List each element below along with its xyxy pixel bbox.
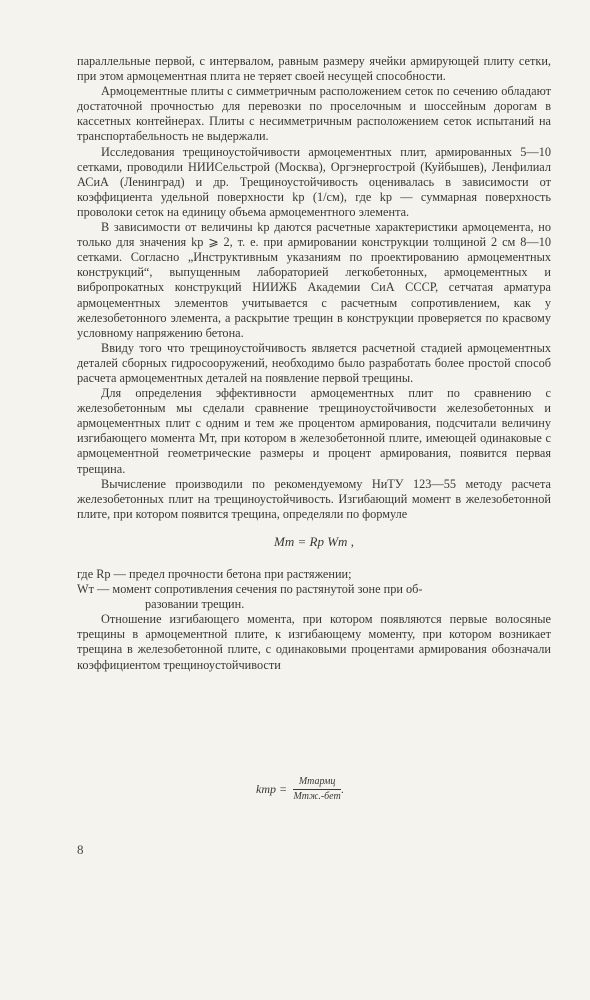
definition-wt: Wт — момент сопротивления сечения по растянутой зоне при об- [77, 582, 423, 597]
formula-numerator: Мтармц [298, 776, 336, 787]
paragraph-comparison: Для определения эффективности армоцементных плит по сравнению с железобетонным мы сделали сравнение трещиноустойчивости железобетонных и армоцементных плит с одним и тем же процентом армирования, подсчитали величину изгибающего момента Мт, при котором в железобетонной плите, имеющей одинаковые с армоцементной геометрические размеры и процент армирования, появится первая трещина. [77, 386, 551, 476]
paragraph-characteristics: В зависимости от величины kр даются расчетные характеристики армоцемента, но только для значения kр ⩾ 2, т. е. при армировании конструкции толщиной 2 см 8—10 сетками. Согласно „Инструктивным указаниям по проектированию армоцементных конструкций“, выпущенным лабораторией легкобетонных, армоцементных и вибропрокатных конструкций НИИЖБ Академии СиА СССР, сетчатая арматура армоцементных элементов учитывается с расчетным сопротивлением, как у железобетонного элемента, а раскрытие трещин в конструкции проверяется по красвому условному напряжению бетона. [77, 220, 551, 340]
fraction-bar [293, 789, 341, 790]
formula-lhs: kтр = [256, 782, 288, 796]
formula-moment: Мт = Rр Wт , [274, 533, 354, 549]
body-text [77, 54, 551, 673]
paragraph-ratio: Отношение изгибающего момента, при котором появляются первые волосяные трещины в армоцементной плите, к изгибающему моменту, при котором возникает трещина в железобетонной плите, с одинаковыми процентами армирования обозначали коэффициентом трещиноустойчивости [77, 612, 551, 672]
formula-fraction [293, 776, 341, 803]
paragraph-transport: Армоцементные плиты с симметричным расположением сеток по сечению обладают достаточной прочностью для перевозки по проселочным и шоссейным дорогам в кассетных контейнерах. Плиты с несимметричным расположением сеток испытаний на транспортабельность не выдержали. [77, 84, 551, 144]
definition-rp: где Rр — предел прочности бетона при растяжении; [77, 567, 352, 581]
definition-wt-cont: разовании трещин. [145, 597, 245, 612]
formula-tail: . [341, 782, 345, 796]
formula-denominator: Мтж.-бет [293, 791, 341, 802]
formula-crack-coefficient [256, 776, 344, 803]
page-number: 8 [77, 842, 84, 857]
paragraph-continuation: параллельные первой, с интервалом, равным размеру ячейки армирующей плиту сетки, при этом армоцементная плита не теряет своей несущей способности. [77, 54, 551, 84]
paragraph-calculation: Вычисление производили по рекомендуемому НиТУ 123—55 методу расчета железобетонных плит на трещиноустойчивость. Изгибающий момент в железобетонной плите, при котором появится трещина, определяли по формуле [77, 476, 551, 521]
paragraph-method-need: Ввиду того что трещиноустойчивость является расчетной стадией армоцементных деталей сборных гидросооружений, необходимо было разработать более простой способ расчета армоцементных деталей на появление первой трещины. [77, 340, 551, 385]
paragraph-research: Исследования трещиноустойчивости армоцементных плит, армированных 5—10 сетками, проводили НИИСельстрой (Москва), Оргэнергострой (Куйбышев), Ленфилиал АСиА (Ленинград) и др. Трещиноустойчивость оценивалась в зависимости от коэффициента удельной поверхности kр (1/см), где kр — суммарная поверхность проволоки сеток на единицу объема армоцементного элемента. [77, 144, 551, 219]
